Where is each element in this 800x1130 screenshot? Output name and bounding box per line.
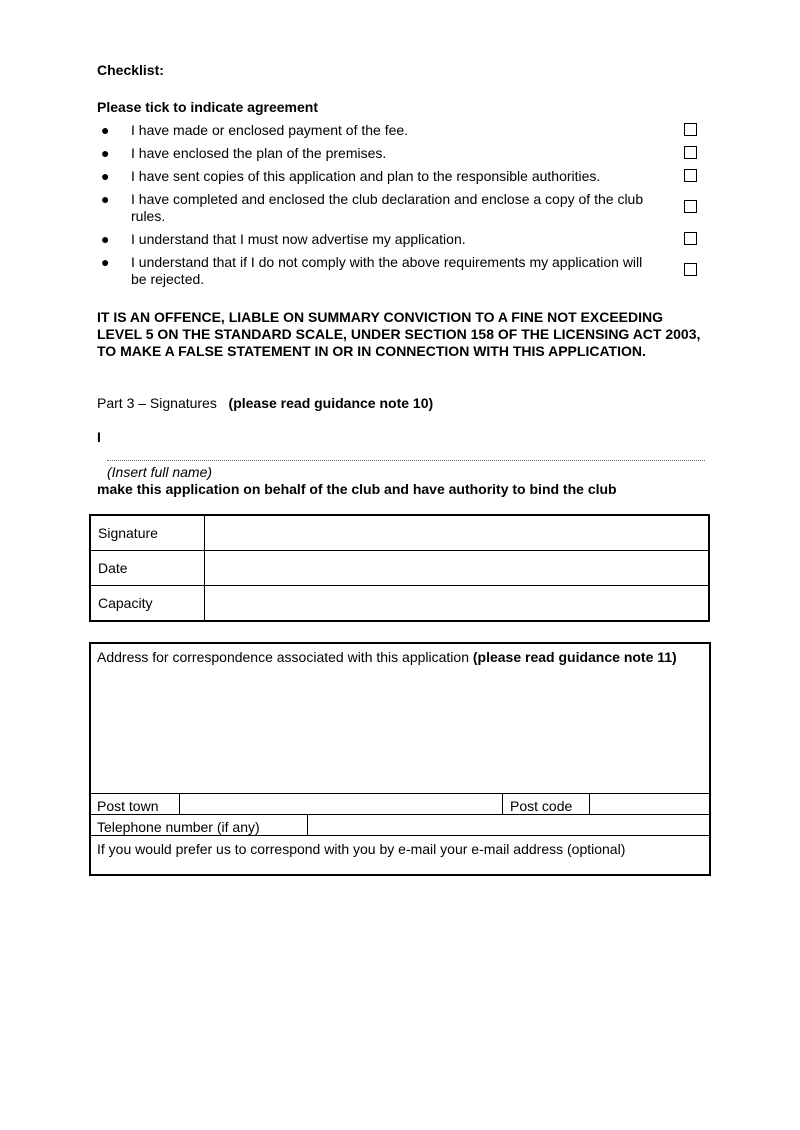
post-town-label: Post town <box>97 798 159 814</box>
checklist-item-text: I have sent copies of this application and plan to the responsible authorities. <box>131 168 601 184</box>
checklist-item-text: I understand that if I do not comply with the above requirements my application will be rejected. <box>131 254 643 287</box>
checklist-checkbox[interactable] <box>684 263 697 276</box>
telephone-label: Telephone number (if any) <box>97 819 260 835</box>
part3-guidance-note: (please read guidance note 10) <box>228 395 434 411</box>
checklist-item-text: I have completed and enclosed the club declaration and enclose a copy of the club rules. <box>131 191 644 224</box>
bullet-icon: ● <box>101 254 110 270</box>
authority-statement: make this application on behalf of the club and have authority to bind the club <box>97 481 617 497</box>
bullet-icon: ● <box>101 231 110 247</box>
i-label: I <box>97 429 101 445</box>
table-row <box>90 515 709 551</box>
part3-heading-line <box>97 395 433 411</box>
bullet-icon: ● <box>101 168 110 184</box>
signature-table <box>89 514 710 622</box>
bullet-icon: ● <box>101 122 110 138</box>
address-guidance-note: (please read guidance note 11) <box>472 649 677 665</box>
address-label: Address for correspondence associated with this application <box>97 649 469 665</box>
full-name-line <box>107 460 705 461</box>
address-field[interactable] <box>91 684 709 792</box>
capacity-label: Capacity <box>90 586 205 622</box>
full-name-field[interactable] <box>107 430 705 460</box>
email-label: If you would prefer us to correspond with you by e-mail your e-mail address (optional) <box>97 841 626 857</box>
table-row <box>90 551 709 586</box>
telephone-field[interactable] <box>308 815 709 835</box>
checklist-item-text: I have made or enclosed payment of the fee. <box>131 122 409 138</box>
date-label: Date <box>90 551 205 586</box>
checklist-checkbox[interactable] <box>684 169 697 182</box>
part3-heading: Part 3 – Signatures <box>97 395 217 411</box>
row-divider <box>91 835 709 836</box>
bullet-icon: ● <box>101 191 110 207</box>
checklist-checkbox[interactable] <box>684 146 697 159</box>
address-label-line <box>97 649 697 666</box>
table-row <box>90 586 709 622</box>
signature-label: Signature <box>90 515 205 551</box>
checklist-title: Checklist: <box>97 62 164 78</box>
capacity-field[interactable] <box>205 586 710 622</box>
checklist-item-text: I understand that I must now advertise my application. <box>131 231 466 247</box>
checklist-checkbox[interactable] <box>684 200 697 213</box>
post-code-field[interactable] <box>590 794 709 814</box>
post-code-label: Post code <box>510 798 573 814</box>
offence-notice: IT IS AN OFFENCE, LIABLE ON SUMMARY CONVICTION TO A FINE NOT EXCEEDING LEVEL 5 ON THE STANDARD SCALE, UNDER SECTION 158 OF THE LICENSING ACT 2003, TO MAKE A FALSE STATEMENT IN OR IN CONNECTION WITH THIS APPLICATION. <box>97 309 701 359</box>
email-field[interactable] <box>91 858 709 874</box>
address-box <box>89 642 711 876</box>
insert-full-name-hint: (Insert full name) <box>107 464 213 480</box>
checklist-instruction: Please tick to indicate agreement <box>97 99 318 115</box>
post-town-field[interactable] <box>180 794 501 814</box>
cell-divider <box>502 793 503 814</box>
checklist-checkbox[interactable] <box>684 232 697 245</box>
bullet-icon: ● <box>101 145 110 161</box>
date-field[interactable] <box>205 551 710 586</box>
checklist-checkbox[interactable] <box>684 123 697 136</box>
signature-field[interactable] <box>205 515 710 551</box>
checklist-item-text: I have enclosed the plan of the premises. <box>131 145 387 161</box>
